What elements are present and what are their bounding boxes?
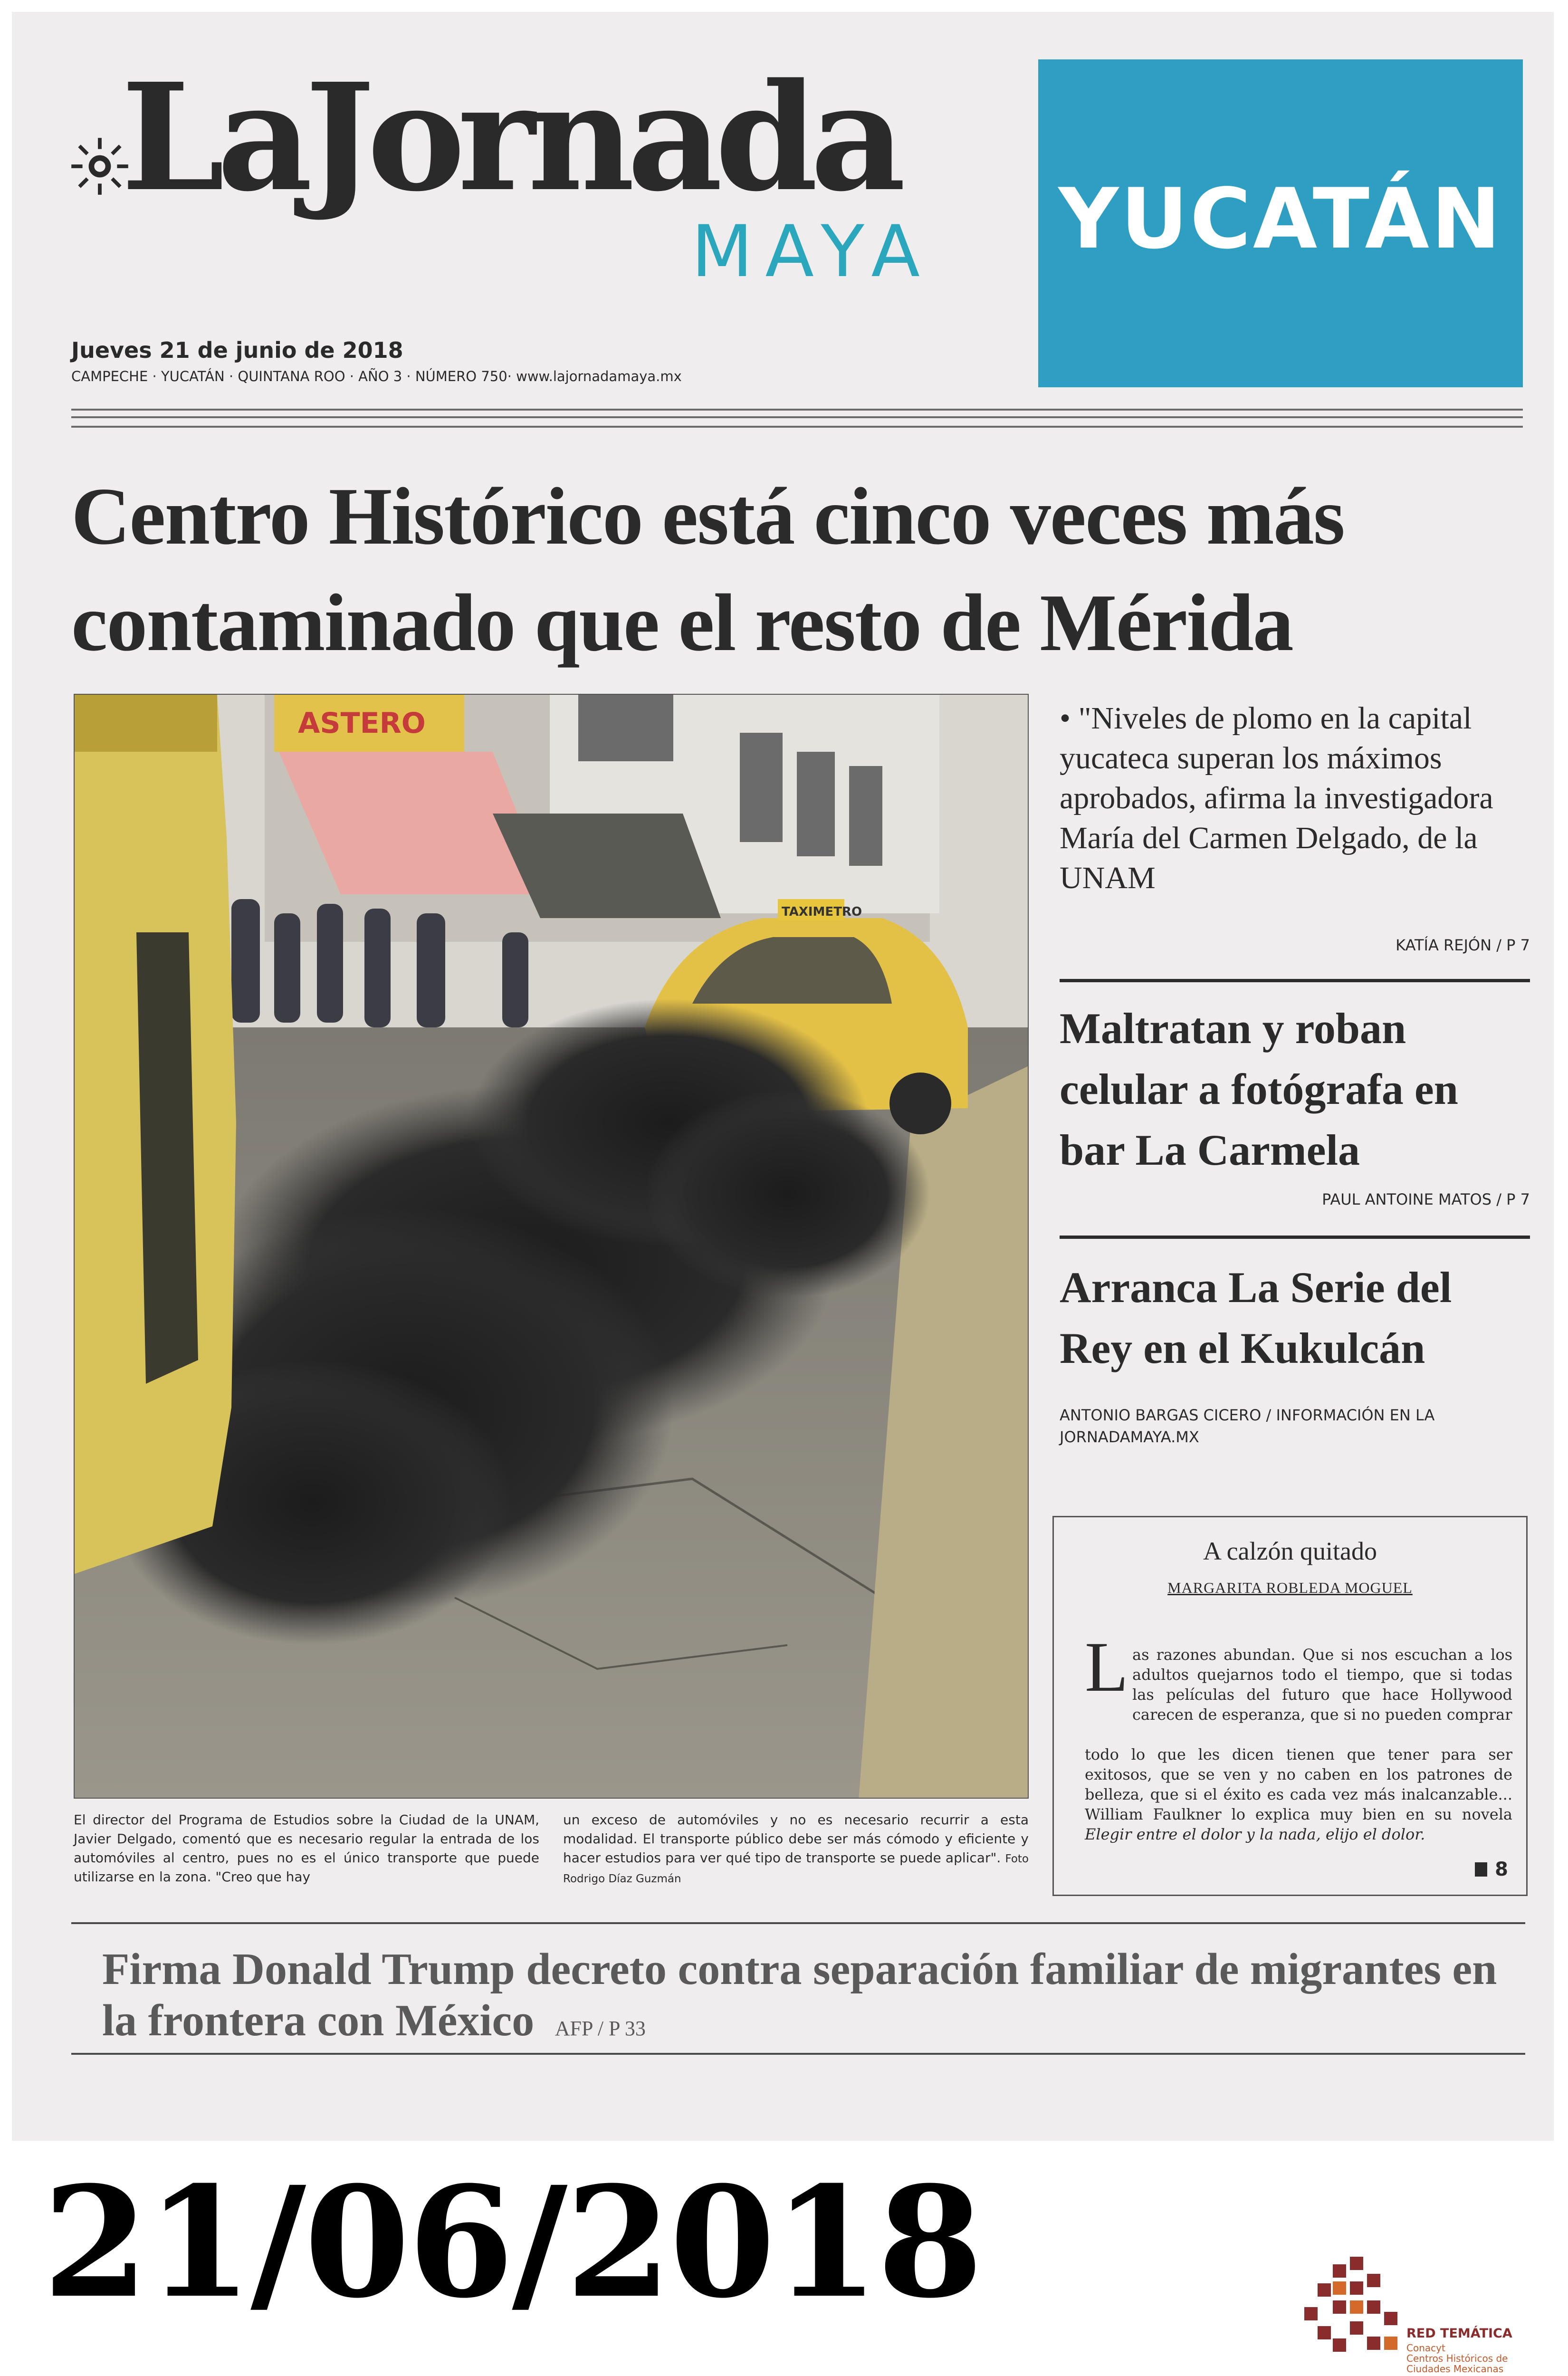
archive-date: 21/06/2018 xyxy=(43,2154,981,2332)
main-headline: Centro Histórico está cinco veces más contaminado que el resto de Mérida xyxy=(71,471,1344,668)
issue-date: Jueves 21 de junio de 2018 xyxy=(71,337,403,363)
red-tematica-logo-icon xyxy=(1304,2255,1399,2355)
network-description: Centros Históricos de Ciudades Mexicanas xyxy=(1406,2353,1508,2375)
network-org: Conacyt xyxy=(1406,2342,1445,2354)
column-body-text: todo lo que les dicen tienen que tener para ser exitosos, que se ven y no caben en los patrones de belleza, que si el éxito es cada vez más inalcanzable... William Faulkner lo explica muy bien en su novela xyxy=(1085,1745,1512,1823)
region-label: YUCATÁN xyxy=(1058,171,1503,268)
column-dropcap: L xyxy=(1085,1628,1128,1706)
column-book-title: Elegir entre el dolor y la nada, elijo el dolor. xyxy=(1085,1825,1425,1843)
column-page-ref: 8 xyxy=(1475,1859,1508,1880)
sidebar-divider xyxy=(1060,979,1530,982)
bottom-headline-block xyxy=(102,1944,1504,2054)
region-banner xyxy=(1038,59,1523,387)
street-smoke-photo xyxy=(74,694,1029,1799)
edition-line: CAMPECHE · YUCATÁN · QUINTANA ROO · AÑO 3 · NÚMERO 750· www.lajornadamaya.mx xyxy=(71,368,682,384)
bottom-headline[interactable]: Firma Donald Trump decreto contra separación familiar de migrantes en la frontera con México xyxy=(102,1945,1497,2045)
story3-byline: ANTONIO BARGAS CICERO / INFORMACIÓN EN LA JORNADAMAYA.MX xyxy=(1060,1406,1435,1446)
photo-credit: Foto Rodrigo Díaz Guzmán xyxy=(563,1853,1029,1885)
column-title: A calzón quitado xyxy=(1203,1537,1377,1565)
story3-headline[interactable]: Arranca La Serie del Rey en el Kukulcán xyxy=(1060,1263,1452,1372)
story2-headline[interactable]: Maltratan y roban celular a fotógrafa en bar La Carmela xyxy=(1060,1004,1458,1174)
lead-byline: KATÍA REJÓN / P 7 xyxy=(1396,936,1530,954)
svg-text:ASTERO: ASTERO xyxy=(298,707,426,740)
network-title: RED TEMÁTICA xyxy=(1406,2326,1512,2341)
taxi-sign: TAXIMETRO xyxy=(782,905,862,919)
masthead-divider xyxy=(71,409,1523,428)
lead-summary: • "Niveles de plomo en la capital yucateca superan los máximos aprobados, afirma la investigadora María del Carmen Delgado, de la UNAM xyxy=(1060,701,1493,895)
column-body-rest xyxy=(1085,1744,1512,1844)
masthead-maya: MAYA xyxy=(691,211,932,293)
column-author: MARGARITA ROBLEDA MOGUEL xyxy=(1167,1579,1413,1596)
photo-caption-right xyxy=(563,1811,1029,1888)
photo-caption-left xyxy=(74,1811,539,1887)
bottom-divider-top xyxy=(71,1922,1525,1924)
bottom-divider-bottom xyxy=(71,2053,1525,2055)
column-body-top: as razones abundan. Que si nos escuchan a los adultos quejarnos todo el tiempo, que si todas las películas del futuro que hace Hollywood carecen de esperanza, que si no pueden comprar xyxy=(1132,1646,1512,1724)
bottom-source: AFP / P 33 xyxy=(555,2017,646,2040)
caption-right-text: un exceso de automóviles y no es necesario recurrir a esta modalidad. El transporte público debe ser más cómodo y eficiente y hacer estudios para ver qué tipo de transporte se puede aplicar". xyxy=(563,1812,1029,1866)
caption-left-text: El director del Programa de Estudios sobre la Ciudad de la UNAM, Javier Delgado, comentó que es necesario regular la entrada de los automóviles al centro, pues no es el único transporte que puede utilizarse en la zona. "Creo que hay xyxy=(74,1812,539,1885)
story2-byline: PAUL ANTOINE MATOS / P 7 xyxy=(1322,1190,1530,1208)
sidebar-divider xyxy=(1060,1236,1530,1239)
masthead-logo: LaJornada xyxy=(121,51,899,224)
opinion-column xyxy=(1052,1516,1528,1896)
network-subtitle xyxy=(1406,2343,1535,2374)
